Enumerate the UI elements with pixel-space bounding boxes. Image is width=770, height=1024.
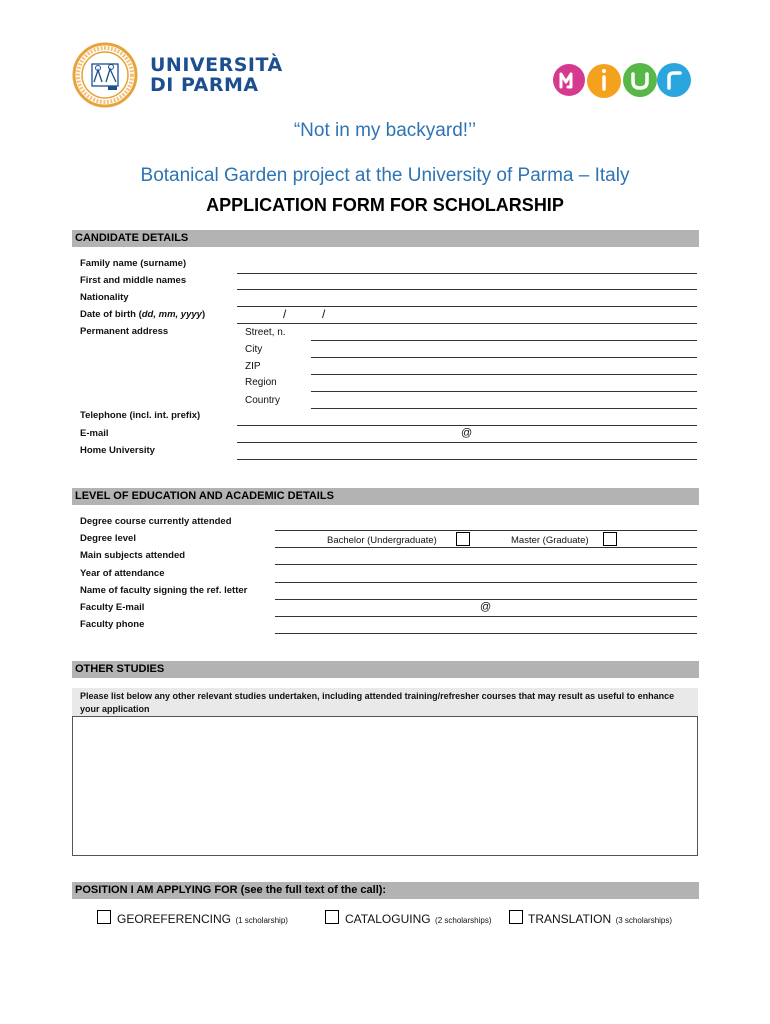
zip-field[interactable]: [311, 374, 697, 375]
translation-checkbox[interactable]: [509, 910, 523, 924]
address-label: Permanent address: [80, 326, 169, 337]
georeferencing-label: GEOREFERENCING: [117, 912, 232, 926]
other-studies-section-header: OTHER STUDIES: [72, 661, 699, 678]
faculty-email-at-symbol: @: [480, 601, 492, 613]
home-university-label: Home University: [80, 445, 155, 456]
home-university-field[interactable]: [237, 459, 697, 460]
telephone-label: Telephone (incl. int. prefix): [80, 410, 201, 421]
main-subjects-field[interactable]: [275, 564, 697, 565]
telephone-field[interactable]: [237, 425, 697, 426]
translation-note: (3 scholarships): [615, 916, 673, 925]
faculty-phone-label: Faculty phone: [80, 619, 145, 630]
cataloguing-checkbox[interactable]: [325, 910, 339, 924]
bachelor-label: Bachelor (Undergraduate): [327, 535, 437, 546]
project-title: Botanical Garden project at the University of Parma – Italy: [140, 165, 630, 186]
year-field[interactable]: [275, 582, 697, 583]
city-label: City: [245, 344, 263, 355]
zip-label: ZIP: [245, 361, 261, 372]
first-names-label: First and middle names: [80, 275, 187, 286]
region-label: Region: [245, 377, 277, 388]
university-name-line2: DI PARMA: [150, 74, 259, 96]
quote-title: “Not in my backyard!’’: [293, 120, 477, 141]
faculty-email-field[interactable]: [275, 616, 697, 617]
nationality-field[interactable]: [237, 306, 697, 307]
degree-course-label: Degree course currently attended: [80, 516, 232, 527]
region-field[interactable]: [311, 391, 697, 392]
master-checkbox[interactable]: [603, 532, 617, 546]
dob-label-prefix: Date of birth (: [80, 309, 142, 320]
dob-separator-1: /: [283, 307, 287, 321]
year-label: Year of attendance: [80, 568, 165, 579]
education-section-header: LEVEL OF EDUCATION AND ACADEMIC DETAILS: [72, 488, 699, 505]
faculty-name-field[interactable]: [275, 599, 697, 600]
country-field[interactable]: [311, 408, 697, 409]
main-subjects-label: Main subjects attended: [80, 550, 186, 561]
degree-course-field[interactable]: [275, 530, 697, 531]
position-section-header: POSITION I AM APPLYING FOR (see the full text of the call):: [72, 882, 699, 899]
candidate-section-header: CANDIDATE DETAILS: [72, 230, 699, 247]
translation-option: [528, 910, 672, 928]
university-seal-logo: [72, 42, 138, 108]
translation-label: TRANSLATION: [528, 912, 612, 926]
degree-level-label: Degree level: [80, 533, 136, 544]
dob-separator-2: /: [322, 307, 326, 321]
other-studies-instructions: Please list below any other relevant studies undertaken, including attended training/refresher courses that may result as useful to enhance your application: [72, 688, 698, 717]
cataloguing-label: CATALOGUING: [345, 912, 431, 926]
first-names-field[interactable]: [237, 289, 697, 290]
email-label: E-mail: [80, 428, 109, 439]
city-field[interactable]: [311, 357, 697, 358]
form-title: APPLICATION FORM FOR SCHOLARSHIP: [206, 195, 564, 215]
cataloguing-option: [345, 910, 492, 928]
faculty-phone-field[interactable]: [275, 633, 697, 634]
university-name-line1: UNIVERSITÀ: [150, 54, 283, 76]
cataloguing-note: (2 scholarships): [435, 916, 492, 925]
dob-label: [80, 309, 205, 320]
family-name-field[interactable]: [237, 273, 697, 274]
degree-level-field: [275, 547, 697, 548]
email-field[interactable]: [237, 442, 697, 443]
university-name: [150, 55, 283, 95]
nationality-label: Nationality: [80, 292, 129, 303]
georeferencing-checkbox[interactable]: [97, 910, 111, 924]
street-label: Street, n.: [245, 327, 286, 338]
master-label: Master (Graduate): [511, 535, 589, 546]
dob-label-suffix: ): [201, 309, 206, 320]
dob-field[interactable]: [237, 323, 697, 324]
bachelor-checkbox[interactable]: [456, 532, 470, 546]
faculty-email-label: Faculty E-mail: [80, 602, 145, 613]
georeferencing-option: [117, 910, 288, 928]
faculty-name-label: Name of faculty signing the ref. letter: [80, 585, 248, 596]
family-name-label: Family name (surname): [80, 258, 187, 269]
email-at-symbol: @: [461, 427, 473, 439]
country-label: Country: [245, 395, 281, 406]
miur-logo: [553, 60, 693, 100]
georeferencing-note: (1 scholarship): [235, 916, 288, 925]
dob-format: dd, mm, yyyy: [141, 309, 202, 320]
street-field[interactable]: [311, 340, 697, 341]
